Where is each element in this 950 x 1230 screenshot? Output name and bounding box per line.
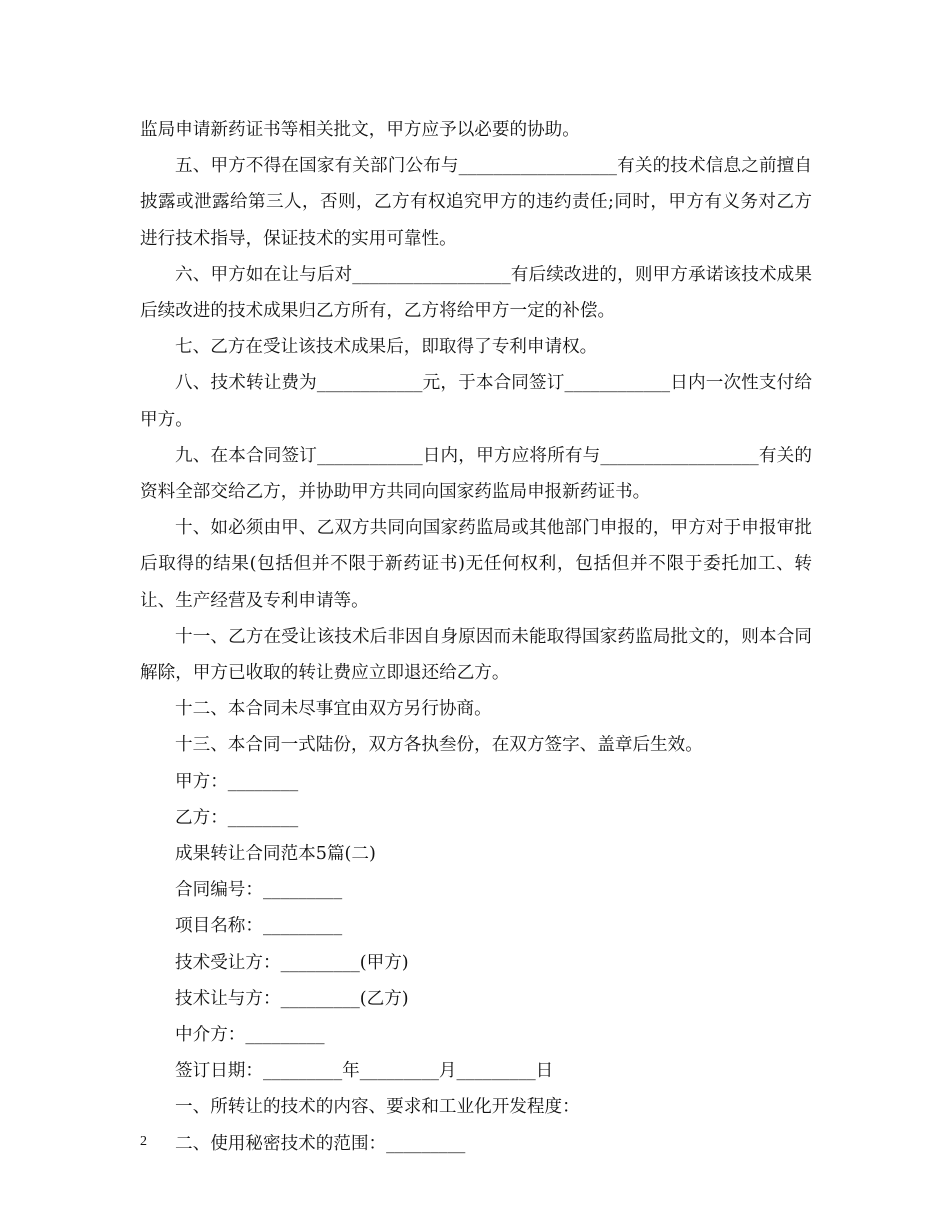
paragraph-clause-10: 十、如必须由甲、乙双方共同向国家药监局或其他部门申报的，甲方对于申报审批后取得的结果(包括但并不限于新药证书)无任何权利，包括但并不限于委托加工、转让、生产经营及专利申请等。: [140, 518, 812, 611]
page-number: 2: [140, 1134, 147, 1149]
item-2-secret-technology-scope: 二、使用秘密技术的范围：_________: [175, 1133, 466, 1154]
paragraph-clause-11: 十一、乙方在受让该技术后非因自身原因而未能取得国家药监局批文的，则本合同解除，甲方已收取的转让费应立即退还给乙方。: [140, 626, 812, 684]
paragraph-clause-8: 八、技术转让费为____________元，于本合同签订____________日内一次性支付给甲方。: [140, 373, 812, 430]
transferor-field: 技术让与方：_________(乙方): [175, 988, 409, 1009]
signing-date-field: 签订日期：_________年_________月_________日: [175, 1061, 554, 1082]
transferee-field: 技术受让方：_________(甲方): [175, 952, 409, 973]
paragraph-continuation: 监局申请新药证书等相关批文，甲方应予以必要的协助。: [140, 120, 580, 140]
project-name-field: 项目名称：_________: [175, 916, 343, 937]
intermediary-field: 中介方：_________: [175, 1025, 325, 1046]
contract-number-field: 合同编号：_________: [175, 880, 343, 901]
section-heading: 成果转让合同范本5篇(二): [175, 844, 376, 865]
paragraph-clause-6: 六、甲方如在让与后对__________________有后续改进的，则甲方承诺该技术成果后续改进的技术成果归乙方所有，乙方将给甲方一定的补偿。: [140, 264, 812, 322]
party-a-signature-line: 甲方：________: [175, 771, 299, 792]
item-1-technology-content: 一、所转让的技术的内容、要求和工业化开发程度：: [175, 1097, 580, 1118]
document-body: [140, 112, 812, 1162]
paragraph-clause-5: 五、甲方不得在国家有关部门公布与__________________有关的技术信息之前擅自披露或泄露给第三人，否则，乙方有权追究甲方的违约责任;同时，甲方有义务对乙方进行技术指导，保证技术的实用可靠性。: [140, 156, 812, 249]
paragraph-clause-12: 十二、本合同未尽事宜由双方另行协商。: [175, 699, 492, 720]
paragraph-clause-7: 七、乙方在受让该技术成果后，即取得了专利申请权。: [175, 337, 598, 358]
paragraph-clause-9: 九、在本合同签订____________日内，甲方应将所有与__________________有关的资料全部交给乙方，并协助甲方共同向国家药监局申报新药证书。: [140, 445, 812, 503]
paragraph-clause-13: 十三、本合同一式陆份，双方各执叁份，在双方签字、盖章后生效。: [175, 735, 703, 756]
party-b-signature-line: 乙方：________: [175, 807, 299, 828]
